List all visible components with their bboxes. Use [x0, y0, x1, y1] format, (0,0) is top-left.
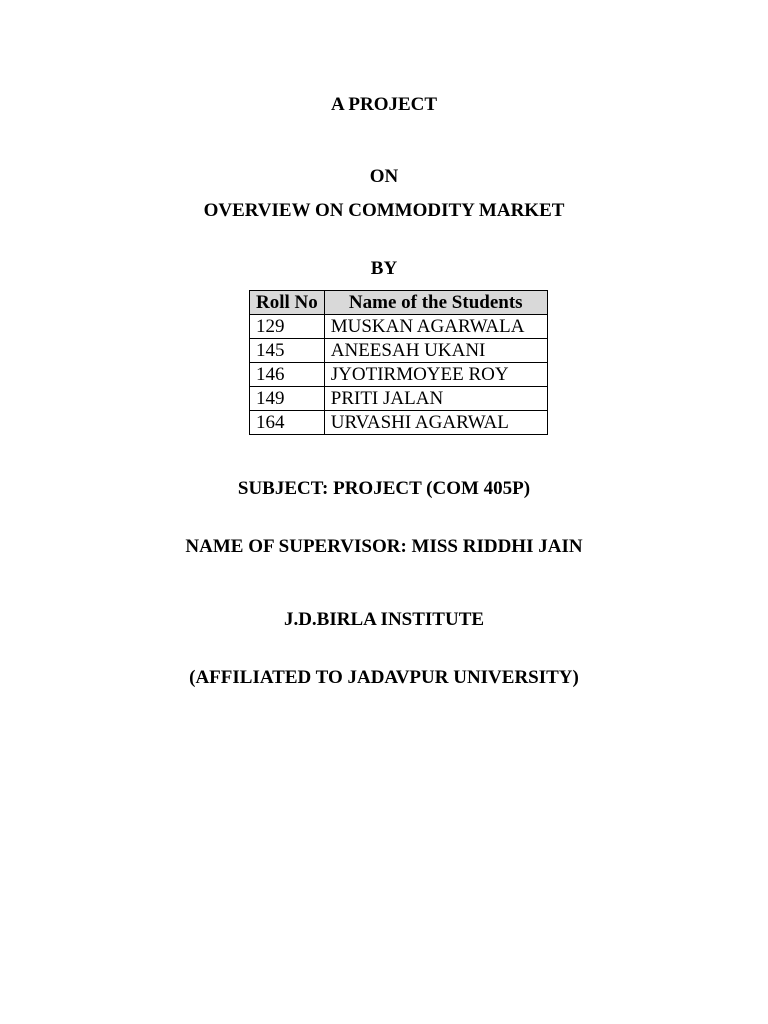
table-header-row	[250, 291, 548, 315]
table-row	[250, 315, 548, 339]
student-name-cell: ANEESAH UKANI	[324, 339, 547, 363]
roll-no-cell: 164	[250, 411, 325, 435]
students-table	[249, 290, 548, 435]
student-name-cell: MUSKAN AGARWALA	[324, 315, 547, 339]
roll-no-cell: 146	[250, 363, 325, 387]
student-name-cell: PRITI JALAN	[324, 387, 547, 411]
institute-name: J.D.BIRLA INSTITUTE	[283, 609, 485, 630]
table-row	[250, 387, 548, 411]
project-topic: OVERVIEW ON COMMODITY MARKET	[203, 200, 565, 221]
subject-line: SUBJECT: PROJECT (COM 405P)	[237, 478, 531, 499]
header-roll-no: Roll No	[250, 291, 325, 315]
on-label: ON	[369, 166, 399, 187]
table-row	[250, 411, 548, 435]
table-row	[250, 339, 548, 363]
table-row	[250, 363, 548, 387]
roll-no-cell: 149	[250, 387, 325, 411]
header-student-name: Name of the Students	[324, 291, 547, 315]
by-label: BY	[370, 258, 398, 279]
roll-no-cell: 129	[250, 315, 325, 339]
supervisor-line: NAME OF SUPERVISOR: MISS RIDDHI JAIN	[185, 536, 583, 557]
affiliation-line: (AFFILIATED TO JADAVPUR UNIVERSITY)	[189, 667, 579, 688]
roll-no-cell: 145	[250, 339, 325, 363]
student-name-cell: URVASHI AGARWAL	[324, 411, 547, 435]
project-title: A PROJECT	[330, 94, 438, 115]
student-name-cell: JYOTIRMOYEE ROY	[324, 363, 547, 387]
